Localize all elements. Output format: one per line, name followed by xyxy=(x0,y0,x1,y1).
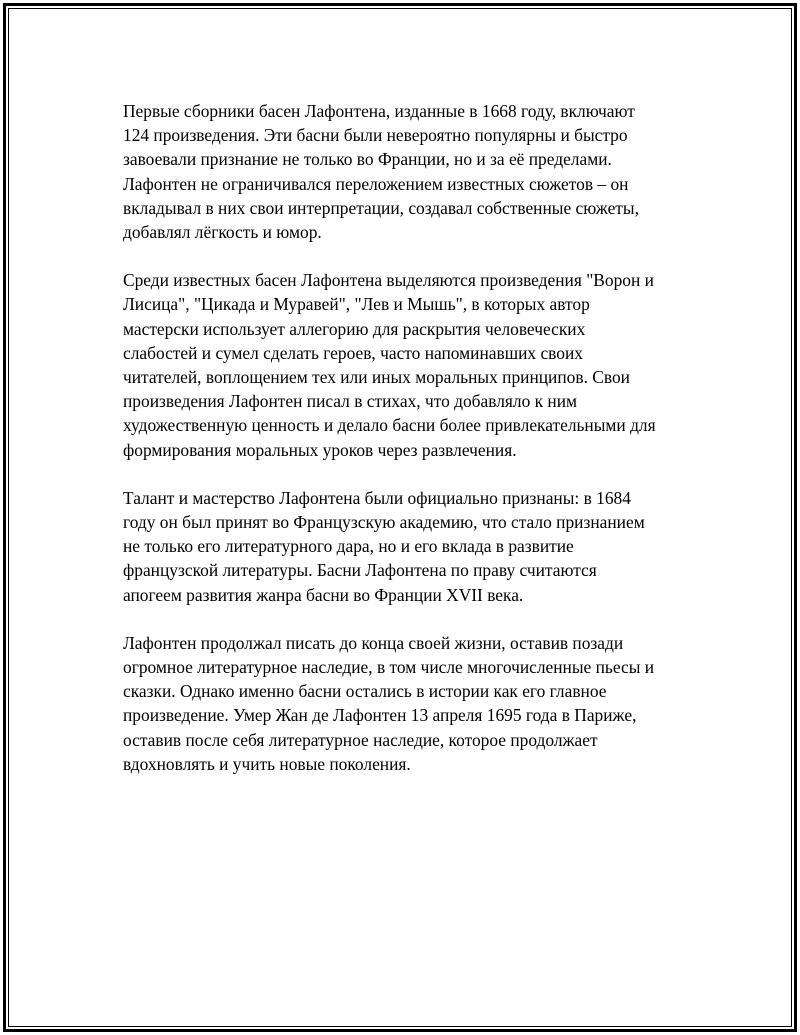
text-line: произведения Лафонтен писал в стихах, что добавляло к ним xyxy=(123,391,578,412)
text-line: Среди известных басен Лафонтена выделяются произведения "Ворон и xyxy=(123,270,654,291)
text-line: произведение. Умер Жан де Лафонтен 13 апреля 1695 года в Париже, xyxy=(123,705,637,726)
text-line: году он был принят во Французскую академию, что стало признанием xyxy=(123,512,645,533)
paragraph-2 xyxy=(123,268,693,462)
text-line: оставив после себя литературное наследие, которое продолжает xyxy=(123,729,598,750)
text-line: формирования моральных уроков через развлечения. xyxy=(123,439,517,460)
paragraph-3 xyxy=(123,486,693,607)
text-line: апогеем развития жанра басни во Франции XVII века. xyxy=(123,584,524,605)
text-line: Лафонтен продолжал писать до конца своей жизни, оставив позади xyxy=(123,632,624,653)
text-line: вкладывал в них свои интерпретации, создавал собственные сюжеты, xyxy=(123,197,639,218)
text-line: Лафонтен не ограничивался переложением известных сюжетов – он xyxy=(123,173,629,194)
text-line: огромное литературное наследие, в том числе многочисленные пьесы и xyxy=(123,657,655,678)
text-line: добавлял лёгкость и юмор. xyxy=(123,222,322,243)
text-line: мастерски использует аллегорию для раскрытия человеческих xyxy=(123,318,586,339)
text-line: французской литературы. Басни Лафонтена по праву считаются xyxy=(123,560,597,581)
paragraph-4 xyxy=(123,631,693,776)
text-line: Лисица", "Цикада и Муравей", "Лев и Мышь", в которых автор xyxy=(123,294,590,315)
text-line: не только его литературного дара, но и его вклада в развитие xyxy=(123,536,574,557)
text-line: читателей, воплощением тех или иных моральных принципов. Свои xyxy=(123,367,630,388)
text-line: слабостей и сумел сделать героев, часто напоминавших своих xyxy=(123,342,583,363)
text-line: художественную ценность и делало басни более привлекательными для xyxy=(123,415,656,436)
page-frame xyxy=(3,3,797,1032)
text-line: сказки. Однако именно басни остались в истории как его главное xyxy=(123,681,607,702)
paragraph-1 xyxy=(123,99,693,244)
text-line: Талант и мастерство Лафонтена были официально признаны: в 1684 xyxy=(123,487,631,508)
document-body xyxy=(123,99,693,800)
text-line: Первые сборники басен Лафонтена, изданные в 1668 году, включают xyxy=(123,101,635,121)
text-line: 124 произведения. Эти басни были невероятно популярны и быстро xyxy=(123,125,628,146)
text-line: вдохновлять и учить новые поколения. xyxy=(123,753,411,774)
text-line: завоевали признание не только во Франции, но и за её пределами. xyxy=(123,149,612,170)
